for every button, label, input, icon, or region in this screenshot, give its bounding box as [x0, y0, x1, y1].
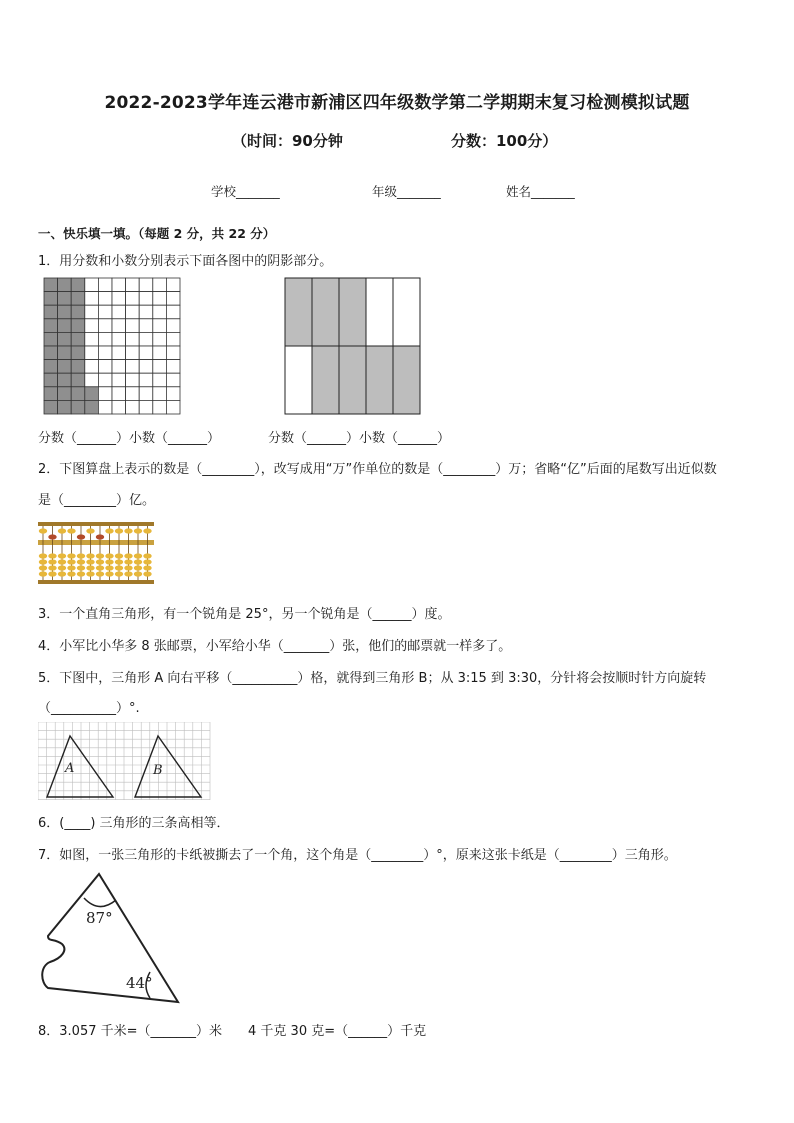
- abacus-bead: [143, 565, 151, 570]
- abacus-bead: [39, 528, 47, 533]
- grid-cell: [44, 400, 58, 414]
- grid-cell: [85, 346, 99, 360]
- grid-cell: [85, 332, 99, 346]
- abacus-bead: [86, 565, 94, 570]
- abacus-bead: [86, 559, 94, 564]
- grid-cell: [166, 360, 180, 374]
- grid-cell: [153, 360, 167, 374]
- abacus-bead: [86, 528, 94, 533]
- abacus-bead: [48, 553, 56, 558]
- abacus-bead: [124, 528, 132, 533]
- abacus-bead: [77, 565, 85, 570]
- grid-cell: [126, 373, 140, 387]
- abacus-bead: [67, 571, 75, 576]
- grid-cell: [58, 332, 72, 346]
- grid-cell: [58, 278, 72, 292]
- triangle-b-label: B: [153, 763, 163, 778]
- grid-cell: [166, 387, 180, 401]
- grid-cell: [112, 373, 126, 387]
- abacus-bead: [134, 528, 142, 533]
- question-7: 7．如图，一张三角形的卡纸被撕去了一个角，这个角是（________）°，原来这张卡纸是（________）三角形。: [38, 848, 677, 863]
- grid-cell: [71, 360, 85, 374]
- grid-cell: [153, 400, 167, 414]
- abacus-bead: [143, 528, 151, 533]
- abacus-bead: [124, 565, 132, 570]
- square-grid: [38, 722, 210, 800]
- abacus-bead: [39, 571, 47, 576]
- abacus-bead: [115, 528, 123, 533]
- abacus-bead: [39, 559, 47, 564]
- grid-cell: [139, 278, 153, 292]
- abacus-bead: [77, 571, 85, 576]
- grid-cell: [126, 278, 140, 292]
- grid-cell: [112, 319, 126, 333]
- abacus-bead: [134, 571, 142, 576]
- abacus-bead: [67, 553, 75, 558]
- grid-cell: [126, 360, 140, 374]
- top-angle-label: 87°: [86, 909, 113, 927]
- grid-cell: [139, 400, 153, 414]
- grid-cell: [166, 319, 180, 333]
- abacus-bead: [124, 571, 132, 576]
- translation-grid-figure: [38, 722, 214, 802]
- abacus-bead: [58, 528, 66, 533]
- question-5-line-1: 5．下图中，三角形 A 向右平移（__________）格，就得到三角形 B；从 3:15 到 3:30，分针将会按顺时针方向旋转: [38, 671, 707, 686]
- abacus-bead: [96, 534, 104, 539]
- question-3: 3．一个直角三角形，有一个锐角是 25°，另一个锐角是（______）度。: [38, 607, 451, 622]
- abacus-bead: [105, 528, 113, 533]
- grid-cell: [58, 292, 72, 306]
- grid-cell: [98, 319, 112, 333]
- abacus-bead: [115, 553, 123, 558]
- question-8: 8．3.057 千米=（_______）米 4 千克 30 克=（______）千克: [38, 1024, 427, 1039]
- grid-cell: [153, 278, 167, 292]
- exam-time: （时间：90分钟: [232, 132, 343, 150]
- grid-cell: [112, 278, 126, 292]
- abacus-bead: [96, 553, 104, 558]
- name-field: 姓名_______: [506, 184, 575, 199]
- grid-cell: [44, 305, 58, 319]
- grid-cell: [98, 332, 112, 346]
- grid-cell: [71, 305, 85, 319]
- abacus-bead: [58, 553, 66, 558]
- hundred-grid: [44, 278, 180, 414]
- abacus-bead: [48, 565, 56, 570]
- grid-cell: [58, 305, 72, 319]
- grid-cell: [58, 360, 72, 374]
- abacus-bead: [39, 565, 47, 570]
- abacus-bead: [115, 565, 123, 570]
- question-2-line-1: 2．下图算盘上表示的数是（________），改写成用“万”作单位的数是（________）万；省略“亿”后面的尾数写出近似数: [38, 462, 717, 477]
- ten-part-rectangle: [285, 278, 420, 414]
- grid-cell: [58, 387, 72, 401]
- abacus-bead: [143, 553, 151, 558]
- abacus-bead: [105, 553, 113, 558]
- grid-cell: [58, 400, 72, 414]
- abacus-bead: [115, 571, 123, 576]
- abacus-bead: [134, 553, 142, 558]
- grid-cell: [71, 387, 85, 401]
- question-1-answer-left: 分数（______）小数（______）: [38, 431, 221, 446]
- grid-cell: [58, 346, 72, 360]
- grid-cell: [112, 387, 126, 401]
- abacus-bead: [67, 559, 75, 564]
- grid-cell: [166, 305, 180, 319]
- triangle-a: [47, 736, 113, 797]
- grid-cell: [112, 332, 126, 346]
- grid-cell: [166, 346, 180, 360]
- abacus-bead: [105, 559, 113, 564]
- abacus-bead: [58, 565, 66, 570]
- grid-cell: [126, 387, 140, 401]
- grid-cell: [166, 332, 180, 346]
- abacus-bead: [39, 553, 47, 558]
- grid-cell: [44, 319, 58, 333]
- page-title: 2022-2023学年连云港市新浦区四年级数学第二学期期末复习检测模拟试题: [104, 93, 690, 113]
- grid-cell: [112, 292, 126, 306]
- grid-cell: [139, 319, 153, 333]
- grid-cell: [153, 332, 167, 346]
- grid-cell: [166, 400, 180, 414]
- grid-cell: [166, 292, 180, 306]
- grid-cell: [85, 319, 99, 333]
- grid-cell: [112, 346, 126, 360]
- question-5-line-2: （__________）°.: [38, 701, 140, 716]
- abacus-bead: [86, 571, 94, 576]
- grid-cell: [98, 373, 112, 387]
- abacus-bead: [67, 565, 75, 570]
- grid-cell: [44, 292, 58, 306]
- grid-cell: [85, 278, 99, 292]
- question-4: 4．小军比小华多 8 张邮票，小军给小华（_______）张，他们的邮票就一样多了。: [38, 639, 512, 654]
- grid-cell: [153, 292, 167, 306]
- grid-cell: [44, 346, 58, 360]
- grid-cell: [44, 387, 58, 401]
- grid-cell: [153, 305, 167, 319]
- abacus-bead: [77, 553, 85, 558]
- torn-triangle-outline: [42, 874, 178, 1002]
- grid-cell: [85, 305, 99, 319]
- grid-cell: [44, 332, 58, 346]
- abacus-bead: [115, 559, 123, 564]
- abacus-figure: [38, 522, 154, 584]
- grid-cell: [139, 387, 153, 401]
- grid-cell: [139, 292, 153, 306]
- grid-cell: [71, 278, 85, 292]
- ten-part-rectangle-figure: [282, 276, 424, 416]
- grid-cell: [139, 360, 153, 374]
- grid-cell: [126, 400, 140, 414]
- grid-cell: [126, 332, 140, 346]
- abacus-bead: [124, 553, 132, 558]
- abacus-bead: [134, 565, 142, 570]
- grid-cell: [98, 292, 112, 306]
- grid-cell: [58, 373, 72, 387]
- abacus-bead: [77, 534, 85, 539]
- grid-cell: [98, 305, 112, 319]
- grid-cell: [112, 360, 126, 374]
- bottom-angle-label: 44°: [126, 974, 153, 992]
- hundred-grid-figure: [42, 276, 182, 416]
- grid-cell: [98, 346, 112, 360]
- grid-cell: [71, 292, 85, 306]
- abacus-bead: [86, 553, 94, 558]
- grid-cell: [166, 278, 180, 292]
- exam-score: 分数：100分）: [451, 132, 558, 150]
- abacus-bead: [105, 571, 113, 576]
- grid-cell: [166, 373, 180, 387]
- section-heading: 一、快乐填一填。（每题 2 分，共 22 分）: [38, 226, 276, 241]
- grid-cell: [112, 400, 126, 414]
- grid-cell: [44, 360, 58, 374]
- grid-cell: [139, 332, 153, 346]
- grid-cell: [71, 332, 85, 346]
- grid-cell: [98, 400, 112, 414]
- grid-cell: [139, 373, 153, 387]
- grid-cell: [139, 346, 153, 360]
- abacus-bead: [48, 571, 56, 576]
- grid-cell: [153, 387, 167, 401]
- grid-cell: [153, 373, 167, 387]
- grid-cell: [126, 292, 140, 306]
- triangle-a-label: A: [65, 761, 75, 776]
- grid-cell: [71, 373, 85, 387]
- grid-cell: [85, 387, 99, 401]
- torn-triangle-figure: [38, 870, 188, 1008]
- abacus-bead: [105, 565, 113, 570]
- question-6: 6．(____) 三角形的三条高相等．: [38, 816, 230, 831]
- triangle-b: [135, 736, 201, 797]
- question-1: 1．用分数和小数分别表示下面各图中的阴影部分。: [38, 254, 333, 269]
- grid-cell: [58, 319, 72, 333]
- grid-cell: [98, 360, 112, 374]
- grid-cell: [98, 278, 112, 292]
- abacus-bead: [77, 559, 85, 564]
- grid-cell: [153, 319, 167, 333]
- abacus-bead: [134, 559, 142, 564]
- abacus-bead: [143, 571, 151, 576]
- abacus-bead: [58, 571, 66, 576]
- grid-cell: [85, 360, 99, 374]
- grid-cell: [126, 319, 140, 333]
- abacus-bead: [124, 559, 132, 564]
- abacus-bead: [143, 559, 151, 564]
- abacus-bead: [48, 559, 56, 564]
- grid-cell: [71, 400, 85, 414]
- grid-cell: [71, 346, 85, 360]
- abacus-bead: [96, 571, 104, 576]
- grade-field: 年级_______: [372, 184, 441, 199]
- grid-cell: [112, 305, 126, 319]
- abacus-beads: [39, 526, 152, 580]
- grid-cell: [44, 278, 58, 292]
- abacus-bead: [96, 559, 104, 564]
- grid-cell: [85, 292, 99, 306]
- grid-cell: [98, 387, 112, 401]
- grid-cell: [85, 373, 99, 387]
- grid-cell: [139, 305, 153, 319]
- top-angle-arc: [84, 898, 116, 907]
- abacus-bead: [67, 528, 75, 533]
- grid-cell: [126, 305, 140, 319]
- grid-cell: [71, 319, 85, 333]
- grid-cell: [153, 346, 167, 360]
- abacus-bead: [96, 565, 104, 570]
- question-2-line-2: 是（________）亿。: [38, 493, 156, 508]
- abacus-bead: [48, 534, 56, 539]
- grid-cell: [44, 373, 58, 387]
- abacus-bead: [58, 559, 66, 564]
- question-1-answer-right: 分数（______）小数（______）: [268, 431, 451, 446]
- school-field: 学校_______: [211, 184, 280, 199]
- grid-cell: [85, 400, 99, 414]
- grid-cell: [126, 346, 140, 360]
